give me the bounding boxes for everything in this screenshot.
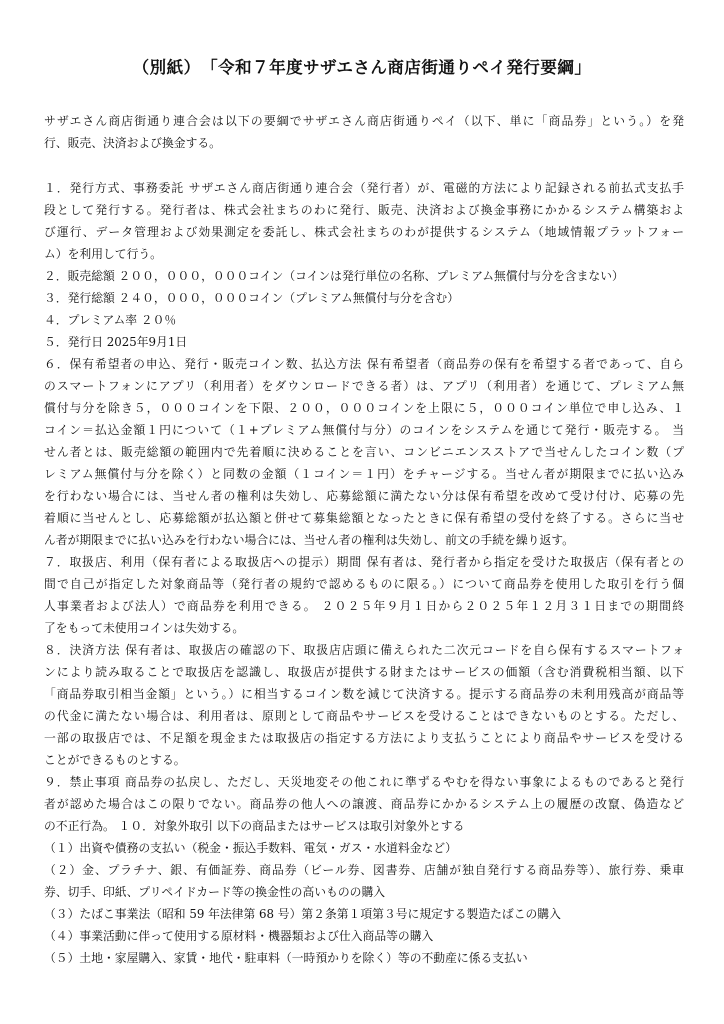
section-6-line-9: ん者が期限までに払い込みを行わない場合には、当せん者の権利は失効し、前文の手続を繰り返す。 [44, 533, 574, 547]
excluded-item-1: （１）出資や債務の支払い（税金・振込手数料、電気・ガス・水道料金など） [44, 841, 457, 855]
section-7-line-3: 人事業者および法人）で商品券を利用できる。 ２０２５年９月１日から２０２５年１２月３１日までの期間終 [44, 599, 684, 613]
section-2: ２．販売総額 ２００，０００，０００コイン（コインは発行単位の名称、プレミアム無償付与分を含まない） [44, 269, 624, 283]
section-6-line-7: を行わない場合には、当せん者の権利は失効し、応募総額に満たない分は保有希望を改めて受け付け、応募の先 [44, 489, 684, 503]
section-7-line-2: 間で自己が指定した対象商品等（発行者の規約で認めるものに限る。）について商品券を使用した取引を行う個 [44, 577, 684, 591]
section-6-line-8: 着順に当せんとし、応募総額が払込額と併せて募集総額となったときに保有希望の受付を終了する。さらに当せ [44, 511, 684, 525]
section-1-line-1: １．発行方式、事務委託 サザエさん商店街通り連合会（発行者）が、電磁的方法により記録される前払式支払手 [44, 181, 684, 195]
excluded-item-4: （４）事業活動に伴って使用する原材料・機器類および仕入商品等の購入 [44, 929, 434, 943]
section-8-line-5: 一部の取扱店では、不足額を現金または取扱店の指定する方法により支払うことにより商品やサービスを受ける [44, 731, 684, 745]
excluded-item-3: （３）たばこ事業法（昭和 59 年法律第 68 号）第２条第１項第３号に規定する製造たばこの購入 [44, 907, 561, 921]
section-3: ３．発行総額 ２４０，０００，０００コイン（プレミアム無償付与分を含む） [44, 291, 459, 305]
intro-line-1: サザエさん商店街通り連合会は以下の要綱でサザエさん商店街通りペイ（以下、単に「商品券」という。）を発 [44, 114, 684, 128]
section-8-line-3: 「商品券取引相当金額」という。）に相当するコイン数を減じて決済する。提示する商品券の未利用残高が商品等 [44, 687, 684, 701]
section-8-line-6: ことができるものとする。 [44, 753, 186, 767]
section-8-line-4: の代金に満たない場合は、利用者は、原則として商品やサービスを受けることはできないものとする。ただし、 [44, 709, 684, 723]
section-6-line-3: 償付与分を除き５，０００コインを下限、２００，０００コインを上限に５，０００コイン単位で申し込み、１ [44, 401, 684, 415]
section-6-line-2: のスマートフォンにアプリ（利用者）をダウンロードできる者）は、アプリ（利用者）を通じて、プレミアム無 [44, 379, 684, 393]
intro-line-2: 行、販売、決済および換金する。 [44, 136, 221, 150]
excluded-item-2-line-2: 券、切手、印紙、プリペイドカード等の換金性の高いものの購入 [44, 885, 386, 899]
section-6-line-1: ６．保有希望者の申込、発行・販売コイン数、払込方法 保有希望者（商品券の保有を希望する者であって、自ら [44, 357, 684, 371]
section-6-line-6: レミアム無償付与分を除く）と同数の金額（１コイン＝１円）をチャージする。当せん者が期限までに払い込み [44, 467, 684, 481]
section-1-line-2: 段として発行する。発行者は、株式会社まちのわに発行、販売、決済および換金事務にかかるシステム構築およ [44, 203, 684, 217]
page-title: （別紙） 「令和７年度サザエさん商店街通りペイ発行要綱」 [132, 58, 592, 77]
section-4: ４．プレミアム率 ２０％ [44, 313, 177, 327]
section-1-line-4: ム）を利用して行う。 [44, 247, 162, 261]
section-7-line-1: ７．取扱店、利用（保有者による取扱店への提示）期間 保有者は、発行者から指定を受けた取扱店（保有者との [44, 555, 684, 569]
section-1-line-3: び運行、データ管理および効果測定を委託し、株式会社まちのわが提供するシステム（地域情報プラットフォー [44, 225, 684, 239]
section-8-line-2: ンにより読み取ることで取扱店を認識し、取扱店が提供する財またはサービスの価額（含む消費税相当額、以下 [44, 665, 684, 679]
excluded-item-5: （５）土地・家屋購入、家賃・地代・駐車料（一時預かりを除く）等の不動産に係る支払い [44, 951, 528, 965]
section-6-line-4: コイン＝払込金額１円について（１+プレミアム無償付与分）のコインをシステムを通じて発行・販売する。 当 [44, 423, 684, 437]
section-7-line-4: 了をもって未使用コインは失効する。 [44, 621, 245, 635]
excluded-item-2-line-1: （２）金、プラチナ、銀、有価証券、商品券（ビール券、図書券、店舗が独自発行する商品券等）、旅行券、乗車 [44, 863, 684, 877]
section-9-line-1: ９．禁止事項 商品券の払戻し、ただし、天災地変その他これに準ずるやむを得ない事象によるものであると発行 [44, 775, 684, 789]
section-9-line-3: の不正行為。 １０．対象外取引 以下の商品またはサービスは取引対象外とする [44, 819, 465, 833]
section-5: ５．発行日 2025年9月1日 [44, 335, 188, 349]
section-8-line-1: ８．決済方法 保有者は、取扱店の確認の下、取扱店店頭に備えられた二次元コードを自ら保有するスマートフォ [44, 643, 684, 657]
section-9-line-2: 者が認めた場合はこの限りでない。商品券の他人への譲渡、商品券にかかるシステム上の履歴の改竄、偽造など [44, 797, 684, 811]
section-6-line-5: せん者とは、販売総額の範囲内で先着順に決めることを言い、コンビニエンスストアで当せんしたコイン数（プ [44, 445, 684, 459]
